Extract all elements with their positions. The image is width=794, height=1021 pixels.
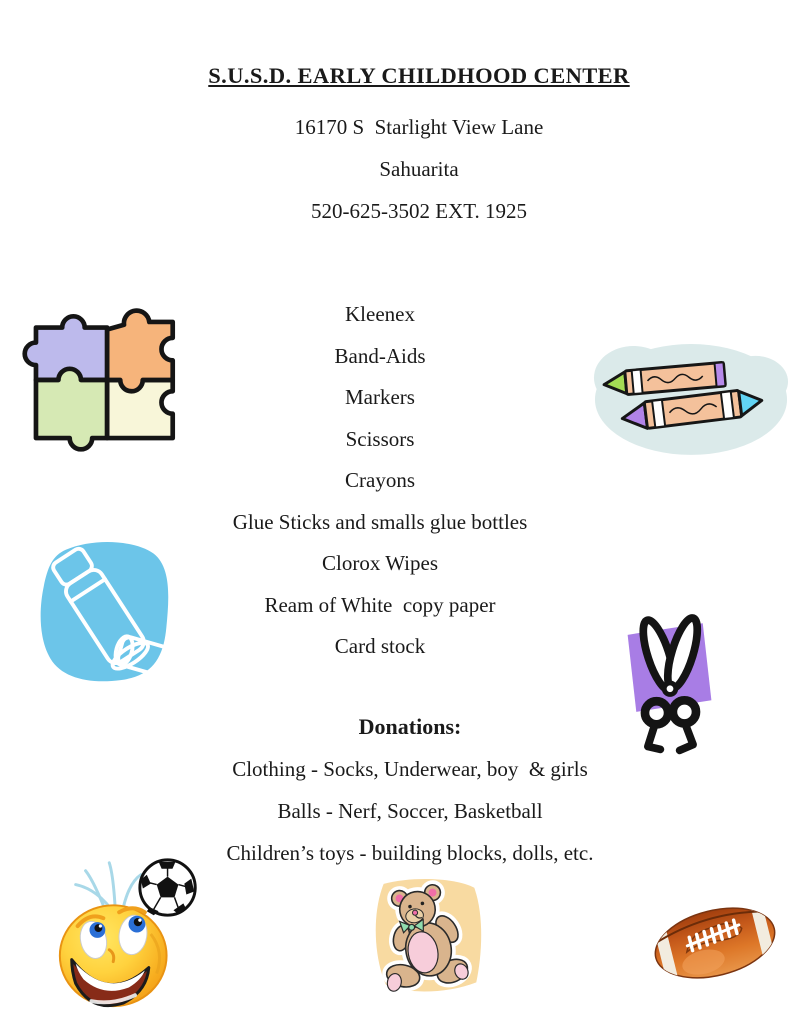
glue-blob xyxy=(41,542,169,681)
supply-item: Scissors xyxy=(345,426,415,451)
smiley-face xyxy=(60,905,167,1006)
donations-heading: Donations: xyxy=(358,714,462,739)
smiley-icon xyxy=(48,850,214,1014)
page-title: S.U.S.D. EARLY CHILDHOOD CENTER xyxy=(208,63,630,88)
glue-clipart xyxy=(33,534,179,688)
supply-item: Glue Sticks and smalls glue bottles xyxy=(232,509,528,534)
supply-item: Ream of White copy paper xyxy=(264,592,496,617)
flyer-header xyxy=(0,60,794,232)
football-clipart xyxy=(642,884,788,1004)
supply-item: Clorox Wipes xyxy=(321,551,438,575)
puzzle-pieces-clipart xyxy=(6,284,198,462)
phone-line: 520-625-3502 EXT. 1925 xyxy=(311,199,527,223)
donation-item: Children’s toys - building blocks, dolls, etc. xyxy=(226,841,594,865)
puzzle-icon xyxy=(6,284,198,462)
football-icon xyxy=(642,884,788,1004)
glue-stick-icon xyxy=(33,534,179,688)
puzzle-piece-green xyxy=(36,369,107,450)
supply-item: Markers xyxy=(345,385,415,409)
scissors-clipart xyxy=(618,604,722,760)
address-line: 16170 S Starlight View Lane xyxy=(294,115,544,139)
supply-item: Crayons xyxy=(345,468,415,492)
hair-strands xyxy=(76,863,141,910)
donation-item: Balls - Nerf, Soccer, Basketball xyxy=(277,799,543,823)
soccer-ball-icon xyxy=(140,860,195,915)
football-shape xyxy=(647,892,783,994)
smiley-soccer-clipart xyxy=(48,850,214,1014)
puzzle-piece-orange xyxy=(107,311,173,392)
supply-item: Band-Aids xyxy=(334,343,426,368)
scissors-icon xyxy=(618,604,722,760)
teddy-bear-clipart xyxy=(362,872,494,1004)
supply-item: Card stock xyxy=(334,634,426,658)
crayons-icon xyxy=(592,332,790,459)
crayons-clipart xyxy=(592,332,790,459)
address-block xyxy=(44,106,794,232)
teddy-bear-icon xyxy=(362,872,494,1004)
supply-item: Kleenex xyxy=(345,302,415,326)
donation-item: Clothing - Socks, Underwear, boy & girls xyxy=(232,757,588,781)
city-line: Sahuarita xyxy=(379,157,459,181)
